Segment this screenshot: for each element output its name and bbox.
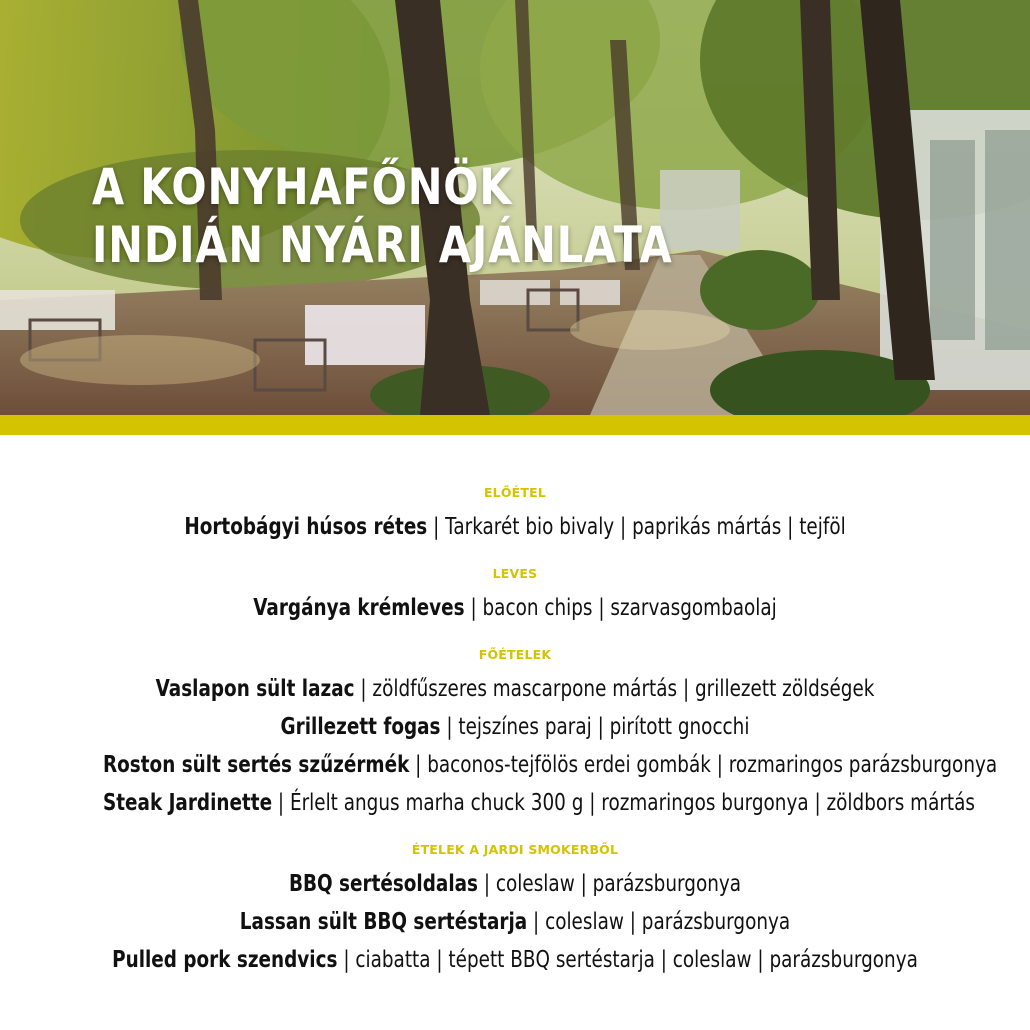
- hero-title-line-1: A KONYHAFŐNÖK: [92, 158, 513, 216]
- hero-title-line-2: INDIÁN NYÁRI AJÁNLATA: [92, 216, 673, 274]
- section-foetelek: [0, 640, 1030, 822]
- menu-item: [103, 784, 976, 822]
- menu-item: [103, 746, 998, 784]
- dish-details: | tejszínes paraj | pirított gnocchi: [440, 714, 750, 740]
- dish-details: | coleslaw | parázsburgonya: [527, 909, 791, 935]
- section-heading: FŐÉTELEK: [478, 647, 552, 662]
- section-heading: ÉTELEK A JARDI SMOKERBŐL: [411, 842, 619, 857]
- accent-bar: [0, 415, 1030, 435]
- hero-title: [92, 158, 673, 274]
- menu-item: [103, 508, 927, 546]
- menu-item: [103, 670, 927, 708]
- menu-item: [103, 903, 927, 941]
- dish-details: | Tarkarét bio bivaly | paprikás mártás | tejföl: [427, 514, 846, 540]
- dish-name: Roston sült sertés szűzérmék: [103, 752, 410, 778]
- menu-item: [103, 708, 927, 746]
- dish-details: | ciabatta | tépett BBQ sertéstarja | coleslaw | parázsburgonya: [337, 947, 918, 973]
- dish-name: Steak Jardinette: [103, 790, 273, 816]
- section-smoker: [0, 835, 1030, 979]
- section-heading: LEVES: [492, 566, 538, 581]
- dish-name: Lassan sült BBQ sertéstarja: [239, 909, 528, 935]
- dish-details: | baconos-tejfölös erdei gombák | rozmaringos parázsburgonya: [409, 752, 998, 778]
- menu-item: [103, 865, 927, 903]
- dish-name: Hortobágyi húsos rétes: [184, 514, 428, 540]
- dish-name: Grillezett fogas: [280, 714, 441, 740]
- menu-item: [103, 941, 927, 979]
- dish-name: Vaslapon sült lazac: [155, 676, 355, 702]
- menu-item: [103, 589, 927, 627]
- dish-details: | zöldfűszeres mascarpone mártás | grillezett zöldségek: [354, 676, 875, 702]
- dish-name: Pulled pork szendvics: [112, 947, 338, 973]
- dish-name: Vargánya krémleves: [253, 595, 465, 621]
- menu: [0, 478, 1030, 979]
- dish-details: | Érlelt angus marha chuck 300 g | rozmaringos burgonya | zöldbors mártás: [272, 790, 976, 816]
- hero-photo: [0, 0, 1030, 415]
- section-heading: ELŐÉTEL: [483, 485, 547, 500]
- dish-details: | bacon chips | szarvasgombaolaj: [464, 595, 777, 621]
- section-elotel: [0, 478, 1030, 546]
- section-leves: [0, 559, 1030, 627]
- dish-details: | coleslaw | parázsburgonya: [478, 871, 742, 897]
- dish-name: BBQ sertésoldalas: [288, 871, 479, 897]
